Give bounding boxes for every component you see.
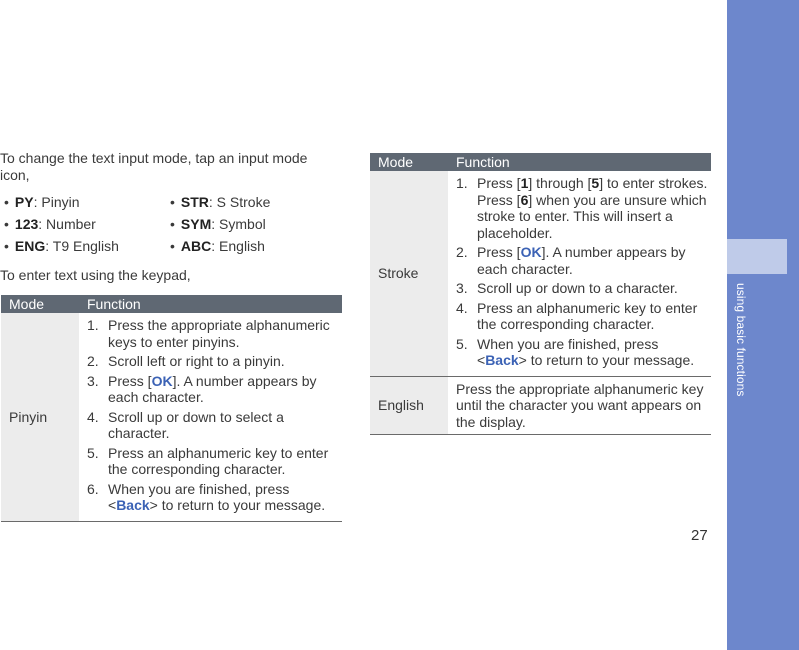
mode-item: • SYM: Symbol — [170, 216, 266, 232]
mode-cell: Stroke — [370, 171, 448, 376]
step: 3. Scroll up or down to a character. — [456, 280, 678, 296]
mode-item: • 123: Number — [4, 216, 96, 232]
mode-header: Mode — [370, 153, 448, 171]
step: 5. When you are finished, press <Back> to return to your message. — [456, 335, 695, 368]
mode-header: Mode — [1, 295, 79, 313]
step: 3. Press [OK]. A number appears by each character. — [87, 372, 317, 405]
pinyin-table — [1, 295, 342, 522]
function-header: Function — [79, 295, 342, 313]
step: 2. Press [OK]. A number appears by each character. — [456, 244, 686, 277]
function-cell — [79, 313, 342, 521]
mode-cell: English — [370, 376, 448, 435]
intro-text: To change the text input mode, tap an input mode icon, — [0, 150, 308, 183]
mode-item: • PY: Pinyin — [4, 194, 80, 210]
step: 1. Press [1] through [5] to enter strokes. Press [6] when you are unsure which stroke to enter. This will insert a placeholder. — [456, 175, 708, 241]
mode-item: • ENG: T9 English — [4, 238, 119, 254]
stroke-english-table — [370, 153, 711, 435]
function-cell — [448, 171, 711, 376]
step: 4. Scroll up or down to select a character. — [87, 408, 284, 441]
step: 1. Press the appropriate alphanumeric keys to enter pinyins. — [87, 317, 330, 350]
keypad-intro: To enter text using the keypad, — [0, 267, 191, 283]
function-cell: Press the appropriate alphanumeric key until the character you want appears on the display. — [448, 376, 711, 435]
mode-item: • STR: S Stroke — [170, 194, 271, 210]
side-tab-marker — [727, 239, 787, 274]
section-label: using basic functions — [734, 283, 748, 397]
mode-item: • ABC: English — [170, 238, 265, 254]
mode-cell: Pinyin — [1, 313, 79, 521]
step: 6. When you are finished, press <Back> to return to your message. — [87, 480, 326, 513]
function-header: Function — [448, 153, 711, 171]
page-number: 27 — [691, 527, 708, 544]
step: 2. Scroll left or right to a pinyin. — [87, 353, 285, 369]
step: 4. Press an alphanumeric key to enter the corresponding character. — [456, 299, 698, 332]
step: 5. Press an alphanumeric key to enter the corresponding character. — [87, 444, 329, 477]
